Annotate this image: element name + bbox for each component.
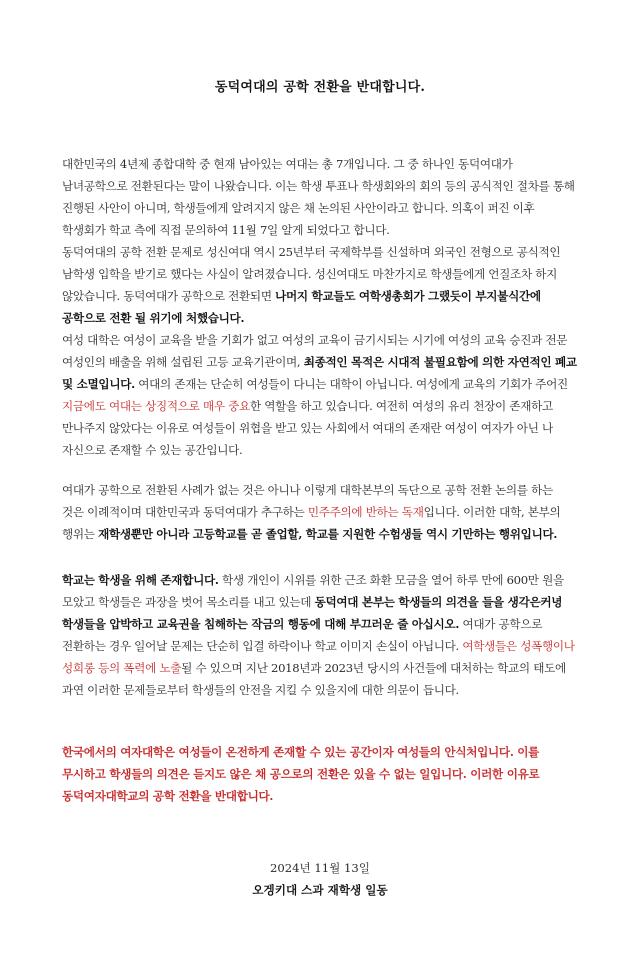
text-run: 여대가 공학으로 전환하는 경우 일어날 문제는 단순히 입결 하락이나 학교 이미지 손실이 아닙니다. bbox=[62, 617, 543, 653]
text-run: 나머지 학교들도 여학생총회가 그랬듯이 부지불식간에 공학으로 전환 될 위기에 처했습니다. bbox=[62, 289, 541, 325]
text-run: 여학생들은 성폭행이나 성희롱 등의 폭력에 노출 bbox=[62, 639, 575, 675]
text-run: 입니다. 이러한 대학, 본부의 행위는 bbox=[62, 505, 561, 541]
text-run: 될 수 있으며 지난 2018년과 2023년 당시의 사건들에 대처하는 학교의 태도에 과연 이러한 문제들로부터 학생들의 안전을 지킬 수 있을지에 대한 의문이 듭니다. bbox=[62, 661, 566, 697]
page-title: 동덕여대의 공학 전환을 반대합니다. bbox=[214, 80, 426, 95]
text-run: 학교는 학생을 위해 존재합니다. bbox=[62, 573, 219, 587]
text-run: 동덕여대 본부는 학생들의 의견을 들을 생각은커녕 학생들을 압박하고 교육권을 침해하는 작금의 행동에 대해 부끄러운 줄 아십시오. bbox=[62, 595, 563, 631]
letter-signer: 오겡키대 스과 재학생 일동 bbox=[252, 883, 388, 897]
text-run: 민주주의에 반하는 독재 bbox=[307, 505, 424, 519]
text-run: 여성 대학은 여성이 교육을 받을 기회가 없고 여성의 교육이 금기시되는 시기에 여성의 교육 승진과 전문 여성인의 배출을 위해 설립된 고등 교육기관이며, bbox=[62, 333, 568, 369]
text-run: 동덕여대의 공학 전환 문제로 성신여대 역시 25년부터 국제학부를 신설하며 외국인 전형으로 공식적인 남학생 입학을 받기로 했다는 사실이 알려졌습니다. 성신여대도 마찬가지로 학생들에게 언질조차 하지 않았습니다. 동덕여대가 공학으로 전환되면 bbox=[62, 245, 561, 303]
text-run: 여대의 존재는 단순히 여성들이 다니는 대학이 아닙니다. 여성에게 교육의 기회가 주어진 bbox=[134, 377, 568, 391]
text-run: 최종적인 목적은 시대적 불필요함에 의한 자연적인 폐교 및 소멸입니다. bbox=[62, 355, 577, 391]
text-run: 지금에도 여대는 상징적으로 매우 중요 bbox=[62, 399, 250, 413]
text-run: 대한민국의 4년제 종합대학 중 현재 남아있는 여대는 총 7개입니다. 그 중 하나인 동덕여대가 남녀공학으로 전환된다는 말이 나왔습니다. 이는 학생 투표나 학생회와의 회의 등의 공식적인 절차를 통해 진행된 사안이 아니며, 학생들에게 알려지지 않은 채 논의된 사안이라고 합니다. 의혹이 퍼진 이후 학생회가 학교 측에 직접 문의하여 11월 7일 알게 되었다고 합니다. bbox=[62, 157, 575, 237]
text-run: 한국에서의 여자대학은 여성들이 온전하게 존재할 수 있는 공간이자 여성들의 안식처입니다. 이를 무시하고 학생들의 의견은 듣지도 않은 채 공으로의 전환은 있을 수 없는 일입니다. 이러한 이유로 동덕여자대학교의 공학 전환을 반대합니다. bbox=[62, 745, 540, 803]
letter-date: 2024년 11월 13일 bbox=[270, 861, 370, 875]
paragraph-6 bbox=[62, 741, 578, 807]
text-run: 한 역할을 하고 있습니다. 여전히 여성의 유리 천장이 존재하고 만나주지 않았다는 이유로 여성들이 위협을 받고 있는 사회에서 여대의 존재란 여성이 여자가 아닌 나 자신으로 존재할 수 있는 공간입니다. bbox=[62, 399, 553, 457]
paragraph-1 bbox=[62, 153, 578, 241]
paragraph-4 bbox=[62, 479, 578, 545]
paragraph-2 bbox=[62, 241, 578, 329]
text-run: 학생 개인이 시위를 위한 근조 화환 모금을 열어 하루 만에 600만 원을 모았고 학생들은 과장을 벗어 목소리를 내고 있는데 bbox=[62, 573, 564, 609]
text-run: 재학생뿐만 아니라 고등학교를 곧 졸업할, 학교를 지원한 수험생들 역시 기만하는 행위입니다. bbox=[98, 527, 558, 541]
paragraph-5 bbox=[62, 569, 578, 701]
text-run: 여대가 공학으로 전환된 사례가 없는 것은 아니나 이렇게 대학본부의 독단으로 공학 전환 논의를 하는 것은 이례적이며 대한민국과 동덕여대가 추구하는 bbox=[62, 483, 553, 519]
letter-footer bbox=[0, 857, 640, 901]
paragraph-3 bbox=[62, 329, 578, 461]
